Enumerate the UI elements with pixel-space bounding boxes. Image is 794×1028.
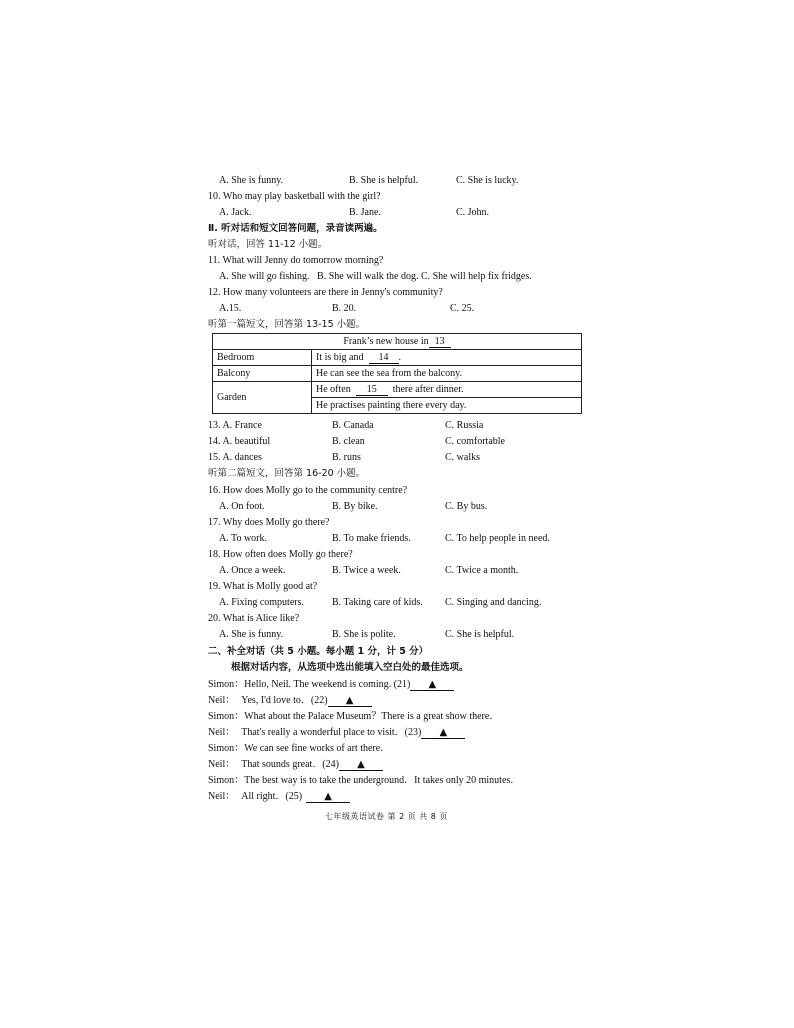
line-text: What about the Palace Museum？There is a great show there． bbox=[244, 711, 500, 722]
q17-option-c: C. To help people in need. bbox=[445, 533, 550, 544]
q10-option-b: B. Jane. bbox=[349, 207, 381, 218]
q20-option-b: B. She is polite. bbox=[332, 629, 396, 640]
answer-blank-22: ▲ bbox=[328, 695, 372, 707]
line-text: We can see fine works of art there． bbox=[244, 743, 391, 754]
dialogue-line-2 bbox=[208, 694, 372, 707]
line-text: Yes, I'd love to．(22) bbox=[241, 695, 328, 706]
q13-option-a: 13. A. France bbox=[208, 420, 262, 431]
line-text: The best way is to take the underground．It takes only 20 minutes． bbox=[244, 775, 521, 786]
line-text: That's really a wonderful place to visit．(23) bbox=[241, 727, 422, 738]
q20-option-c: C. She is helpful. bbox=[445, 629, 515, 640]
speaker: Simon： bbox=[208, 679, 245, 690]
dialogue-line-4 bbox=[208, 726, 465, 739]
q16-question: 16. How does Molly go to the community centre? bbox=[208, 485, 408, 496]
q15-option-a: 15. A. dances bbox=[208, 452, 262, 463]
dialogue-intro: 听对话，回答 11-12 小题。 bbox=[208, 239, 328, 250]
speaker: Simon： bbox=[208, 775, 245, 786]
speaker: Neil： bbox=[208, 695, 236, 706]
dialogue-line-7 bbox=[208, 774, 520, 787]
section-2-heading: Ⅱ. 听对话和短文回答问题，录音读两遍。 bbox=[208, 223, 383, 234]
dialogue-instruction: 根据对话内容，从选项中选出能填入空白处的最佳选项。 bbox=[231, 662, 469, 673]
q12-question: 12. How many volunteers are there in Jenny's community? bbox=[208, 287, 443, 298]
line-text: All right．(25) bbox=[241, 791, 303, 802]
answer-blank-21: ▲ bbox=[410, 679, 454, 691]
bedroom-end: . bbox=[398, 352, 401, 363]
q14-option-a: 14. A. beautiful bbox=[208, 436, 271, 447]
q19-question: 19. What is Molly good at? bbox=[208, 581, 318, 592]
q19-option-a: A. Fixing computers. bbox=[219, 597, 304, 608]
q9-option-b: B. She is helpful. bbox=[349, 175, 419, 186]
q12-option-c: C. 25. bbox=[450, 303, 475, 314]
dialogue-line-3 bbox=[208, 710, 499, 723]
q11-options: A. She will go fishing. B. She will walk the dog. C. She will help fix fridges. bbox=[219, 271, 532, 282]
passage2-intro: 听第二篇短文，回答第 16-20 小题。 bbox=[208, 468, 366, 479]
row-text-garden-2: He practises painting there every day. bbox=[312, 398, 582, 414]
q18-option-c: C. Twice a month. bbox=[445, 565, 519, 576]
blank-15: 15 bbox=[356, 384, 388, 396]
q15-option-c: C. walks bbox=[445, 452, 480, 463]
row-label-bedroom: Bedroom bbox=[213, 350, 312, 366]
bedroom-text: It is big and bbox=[316, 352, 364, 363]
q14-option-b: B. clean bbox=[332, 436, 365, 447]
q19-option-b: B. Taking care of kids. bbox=[332, 597, 423, 608]
dialogue-section-heading: 二、补全对话（共 5 小题。每小题 1 分，计 5 分） bbox=[208, 646, 429, 657]
blank-14: 14 bbox=[369, 352, 399, 364]
q14-option-c: C. comfortable bbox=[445, 436, 505, 447]
q17-option-a: A. To work. bbox=[219, 533, 268, 544]
dialogue-line-5 bbox=[208, 742, 390, 755]
answer-blank-25: ▲ bbox=[306, 791, 350, 803]
speaker: Simon： bbox=[208, 711, 245, 722]
q16-option-a: A. On foot. bbox=[219, 501, 265, 512]
q18-question: 18. How often does Molly go there? bbox=[208, 549, 353, 560]
answer-blank-23: ▲ bbox=[421, 727, 465, 739]
row-text-balcony: He can see the sea from the balcony. bbox=[312, 366, 582, 382]
garden-text-pre: He often bbox=[316, 384, 351, 395]
line-text: That sounds great．(24) bbox=[241, 759, 339, 770]
q13-option-c: C. Russia bbox=[445, 420, 484, 431]
answer-blank-24: ▲ bbox=[339, 759, 383, 771]
row-text-garden-1 bbox=[312, 382, 582, 398]
speaker: Simon： bbox=[208, 743, 245, 754]
q18-option-b: B. Twice a week. bbox=[332, 565, 401, 576]
q19-option-c: C. Singing and dancing. bbox=[445, 597, 542, 608]
q15-option-b: B. runs bbox=[332, 452, 361, 463]
q16-option-b: B. By bike. bbox=[332, 501, 378, 512]
passage1-intro: 听第一篇短文，回答第 13-15 小题。 bbox=[208, 319, 366, 330]
frank-house-table bbox=[212, 333, 582, 414]
q9-option-c: C. She is lucky. bbox=[456, 175, 519, 186]
page-footer: 七年级英语试卷 第 2 页 共 8 页 bbox=[325, 812, 448, 821]
q10-option-c: C. John. bbox=[456, 207, 490, 218]
q18-option-a: A. Once a week. bbox=[219, 565, 286, 576]
dialogue-line-8 bbox=[208, 790, 350, 803]
q16-option-c: C. By bus. bbox=[445, 501, 488, 512]
speaker: Neil： bbox=[208, 727, 236, 738]
dialogue-line-1 bbox=[208, 678, 454, 691]
q10-option-a: A. Jack. bbox=[219, 207, 252, 218]
row-label-garden: Garden bbox=[213, 382, 312, 414]
speaker: Neil： bbox=[208, 759, 236, 770]
garden-text-post: there after dinner. bbox=[392, 384, 464, 395]
q11-question: 11. What will Jenny do tomorrow morning? bbox=[208, 255, 384, 266]
blank-13: 13 bbox=[429, 336, 451, 348]
q12-option-b: B. 20. bbox=[332, 303, 357, 314]
q12-option-a: A.15. bbox=[219, 303, 242, 314]
q20-option-a: A. She is funny. bbox=[219, 629, 284, 640]
table-title-text: Frank’s new house in bbox=[343, 336, 429, 347]
dialogue-line-6 bbox=[208, 758, 383, 771]
q10-question: 10. Who may play basketball with the girl? bbox=[208, 191, 381, 202]
row-text-bedroom bbox=[312, 350, 582, 366]
q17-option-b: B. To make friends. bbox=[332, 533, 411, 544]
line-text: Hello, Neil. The weekend is coming. (21) bbox=[244, 679, 411, 690]
table-title bbox=[213, 334, 582, 350]
row-label-balcony: Balcony bbox=[213, 366, 312, 382]
q13-option-b: B. Canada bbox=[332, 420, 374, 431]
q17-question: 17. Why does Molly go there? bbox=[208, 517, 330, 528]
speaker: Neil： bbox=[208, 791, 236, 802]
q9-option-a: A. She is funny. bbox=[219, 175, 284, 186]
q20-question: 20. What is Alice like? bbox=[208, 613, 300, 624]
